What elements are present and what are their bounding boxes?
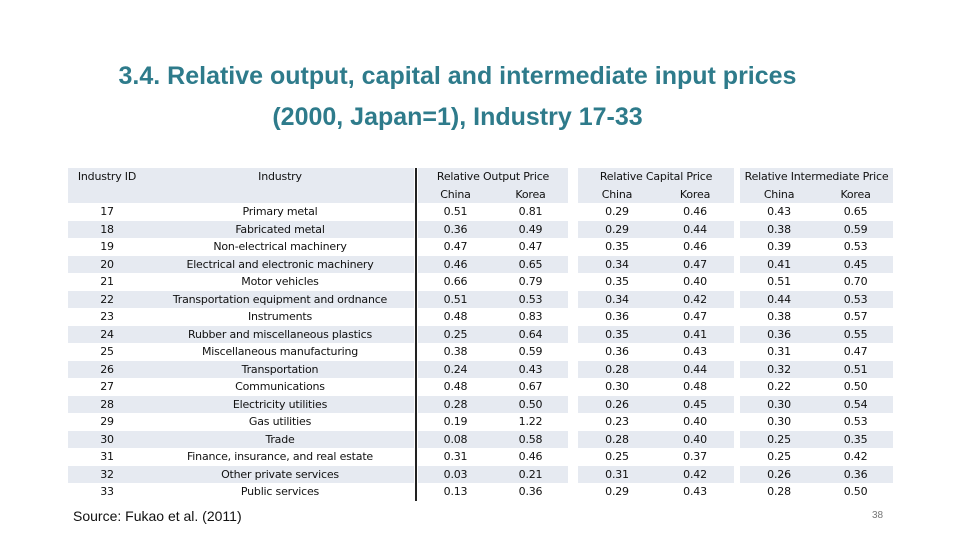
cell-industry-id: 31 [68,448,146,466]
cell-output-china: 0.31 [418,448,493,466]
header-output-korea: Korea [493,186,568,204]
cell-industry-id: 17 [68,203,146,221]
cell-output-korea: 0.50 [493,396,568,414]
cell-industry-name: Electrical and electronic machinery [146,256,414,274]
cell-output-china: 0.03 [418,466,493,484]
cell-capital-korea: 0.43 [656,343,734,361]
table-row [68,238,893,256]
cell-capital-korea: 0.44 [656,221,734,239]
table-row [68,466,893,484]
cell-intermediate-china: 0.51 [740,273,818,291]
cell-capital-korea: 0.42 [656,291,734,309]
table-row [68,308,893,326]
cell-output-korea: 0.53 [493,291,568,309]
cell-output-china: 0.47 [418,238,493,256]
cell-output-china: 0.46 [418,256,493,274]
cell-industry-id: 33 [68,483,146,501]
cell-capital-korea: 0.46 [656,203,734,221]
cell-intermediate-korea: 0.70 [818,273,893,291]
cell-industry-name: Gas utilities [146,413,414,431]
cell-capital-korea: 0.46 [656,238,734,256]
header-intermediate-price: Relative Intermediate Price [740,168,893,186]
header-row-countries [68,186,893,204]
cell-output-korea: 0.49 [493,221,568,239]
table-row [68,256,893,274]
cell-capital-korea: 0.40 [656,273,734,291]
cell-output-china: 0.66 [418,273,493,291]
cell-industry-name: Motor vehicles [146,273,414,291]
cell-capital-korea: 0.40 [656,413,734,431]
cell-industry-name: Non-electrical machinery [146,238,414,256]
cell-output-china: 0.19 [418,413,493,431]
cell-intermediate-korea: 0.50 [818,483,893,501]
table-row [68,203,893,221]
cell-industry-name: Rubber and miscellaneous plastics [146,326,414,344]
header-intermediate-china: China [740,186,818,204]
header-industry: Industry [146,168,414,186]
cell-capital-korea: 0.42 [656,466,734,484]
cell-industry-name: Fabricated metal [146,221,414,239]
header-intermediate-korea: Korea [818,186,893,204]
cell-output-china: 0.48 [418,378,493,396]
cell-intermediate-china: 0.25 [740,431,818,449]
cell-output-china: 0.36 [418,221,493,239]
cell-industry-id: 19 [68,238,146,256]
cell-capital-china: 0.28 [578,361,656,379]
cell-industry-name: Trade [146,431,414,449]
cell-intermediate-korea: 0.45 [818,256,893,274]
cell-output-china: 0.28 [418,396,493,414]
cell-industry-id: 27 [68,378,146,396]
cell-intermediate-korea: 0.53 [818,413,893,431]
cell-industry-id: 29 [68,413,146,431]
cell-output-korea: 0.21 [493,466,568,484]
cell-intermediate-korea: 0.51 [818,361,893,379]
cell-industry-id: 25 [68,343,146,361]
page-number: 38 [872,510,884,521]
cell-intermediate-korea: 0.42 [818,448,893,466]
cell-industry-id: 23 [68,308,146,326]
table-row [68,221,893,239]
cell-capital-korea: 0.41 [656,326,734,344]
cell-industry-name: Communications [146,378,414,396]
cell-output-china: 0.51 [418,203,493,221]
cell-intermediate-china: 0.32 [740,361,818,379]
header-capital-korea: Korea [656,186,734,204]
cell-intermediate-china: 0.44 [740,291,818,309]
header-capital-price: Relative Capital Price [578,168,734,186]
cell-industry-id: 26 [68,361,146,379]
source-note: Source: Fukao et al. (2011) [73,508,242,524]
cell-intermediate-china: 0.25 [740,448,818,466]
cell-capital-china: 0.34 [578,291,656,309]
cell-capital-china: 0.29 [578,483,656,501]
cell-industry-id: 22 [68,291,146,309]
cell-capital-china: 0.36 [578,343,656,361]
cell-intermediate-china: 0.38 [740,221,818,239]
cell-output-korea: 0.46 [493,448,568,466]
cell-output-china: 0.13 [418,483,493,501]
cell-intermediate-korea: 0.54 [818,396,893,414]
cell-intermediate-china: 0.30 [740,413,818,431]
cell-output-china: 0.08 [418,431,493,449]
table-row [68,396,893,414]
cell-capital-china: 0.29 [578,221,656,239]
table-row [68,326,893,344]
cell-intermediate-china: 0.26 [740,466,818,484]
cell-capital-china: 0.29 [578,203,656,221]
cell-industry-id: 18 [68,221,146,239]
cell-output-korea: 0.36 [493,483,568,501]
cell-capital-korea: 0.47 [656,256,734,274]
cell-capital-china: 0.23 [578,413,656,431]
price-table [68,168,893,501]
table-row [68,483,893,501]
cell-capital-korea: 0.45 [656,396,734,414]
cell-intermediate-china: 0.36 [740,326,818,344]
cell-industry-name: Other private services [146,466,414,484]
table-row [68,291,893,309]
cell-output-korea: 0.58 [493,431,568,449]
table-row [68,448,893,466]
cell-industry-name: Transportation [146,361,414,379]
title-line-2: (2000, Japan=1), Industry 17-33 [272,103,643,131]
cell-intermediate-korea: 0.65 [818,203,893,221]
cell-industry-id: 30 [68,431,146,449]
cell-capital-china: 0.28 [578,431,656,449]
table-row [68,343,893,361]
slide-title [0,56,915,138]
header-capital-china: China [578,186,656,204]
cell-intermediate-korea: 0.36 [818,466,893,484]
cell-industry-name: Transportation equipment and ordnance [146,291,414,309]
header-output-price: Relative Output Price [418,168,568,186]
cell-industry-id: 24 [68,326,146,344]
cell-intermediate-china: 0.31 [740,343,818,361]
cell-industry-id: 32 [68,466,146,484]
cell-industry-id: 20 [68,256,146,274]
cell-intermediate-korea: 0.59 [818,221,893,239]
cell-output-korea: 0.81 [493,203,568,221]
cell-intermediate-china: 0.28 [740,483,818,501]
cell-output-china: 0.38 [418,343,493,361]
cell-capital-china: 0.30 [578,378,656,396]
cell-output-china: 0.48 [418,308,493,326]
cell-capital-korea: 0.43 [656,483,734,501]
cell-output-korea: 0.59 [493,343,568,361]
cell-industry-id: 28 [68,396,146,414]
cell-capital-korea: 0.47 [656,308,734,326]
cell-industry-name: Miscellaneous manufacturing [146,343,414,361]
cell-industry-name: Electricity utilities [146,396,414,414]
cell-capital-china: 0.25 [578,448,656,466]
cell-intermediate-korea: 0.57 [818,308,893,326]
table-row [68,413,893,431]
cell-capital-china: 0.36 [578,308,656,326]
header-industry-id: Industry ID [68,168,146,186]
cell-capital-korea: 0.37 [656,448,734,466]
table-row [68,431,893,449]
cell-output-korea: 0.47 [493,238,568,256]
cell-capital-china: 0.35 [578,273,656,291]
cell-industry-name: Instruments [146,308,414,326]
cell-intermediate-korea: 0.47 [818,343,893,361]
cell-output-china: 0.25 [418,326,493,344]
cell-output-korea: 0.64 [493,326,568,344]
cell-output-korea: 1.22 [493,413,568,431]
cell-output-china: 0.51 [418,291,493,309]
cell-intermediate-china: 0.43 [740,203,818,221]
cell-industry-name: Finance, insurance, and real estate [146,448,414,466]
cell-capital-china: 0.34 [578,256,656,274]
cell-capital-china: 0.35 [578,326,656,344]
cell-capital-china: 0.31 [578,466,656,484]
cell-capital-korea: 0.40 [656,431,734,449]
cell-output-korea: 0.65 [493,256,568,274]
table-row [68,378,893,396]
cell-intermediate-korea: 0.53 [818,291,893,309]
cell-industry-name: Primary metal [146,203,414,221]
cell-output-korea: 0.67 [493,378,568,396]
title-line-1: 3.4. Relative output, capital and intermediate input prices [118,62,797,90]
cell-output-china: 0.24 [418,361,493,379]
cell-intermediate-korea: 0.55 [818,326,893,344]
cell-intermediate-china: 0.22 [740,378,818,396]
header-row-groups [68,168,893,186]
cell-intermediate-china: 0.39 [740,238,818,256]
cell-output-korea: 0.83 [493,308,568,326]
cell-intermediate-korea: 0.50 [818,378,893,396]
cell-industry-name: Public services [146,483,414,501]
table-row [68,273,893,291]
cell-intermediate-china: 0.41 [740,256,818,274]
header-output-china: China [418,186,493,204]
cell-intermediate-china: 0.38 [740,308,818,326]
cell-output-korea: 0.79 [493,273,568,291]
cell-industry-id: 21 [68,273,146,291]
cell-capital-korea: 0.48 [656,378,734,396]
table-row [68,361,893,379]
cell-intermediate-korea: 0.53 [818,238,893,256]
cell-intermediate-korea: 0.35 [818,431,893,449]
cell-capital-korea: 0.44 [656,361,734,379]
cell-intermediate-china: 0.30 [740,396,818,414]
cell-capital-china: 0.35 [578,238,656,256]
cell-capital-china: 0.26 [578,396,656,414]
cell-output-korea: 0.43 [493,361,568,379]
